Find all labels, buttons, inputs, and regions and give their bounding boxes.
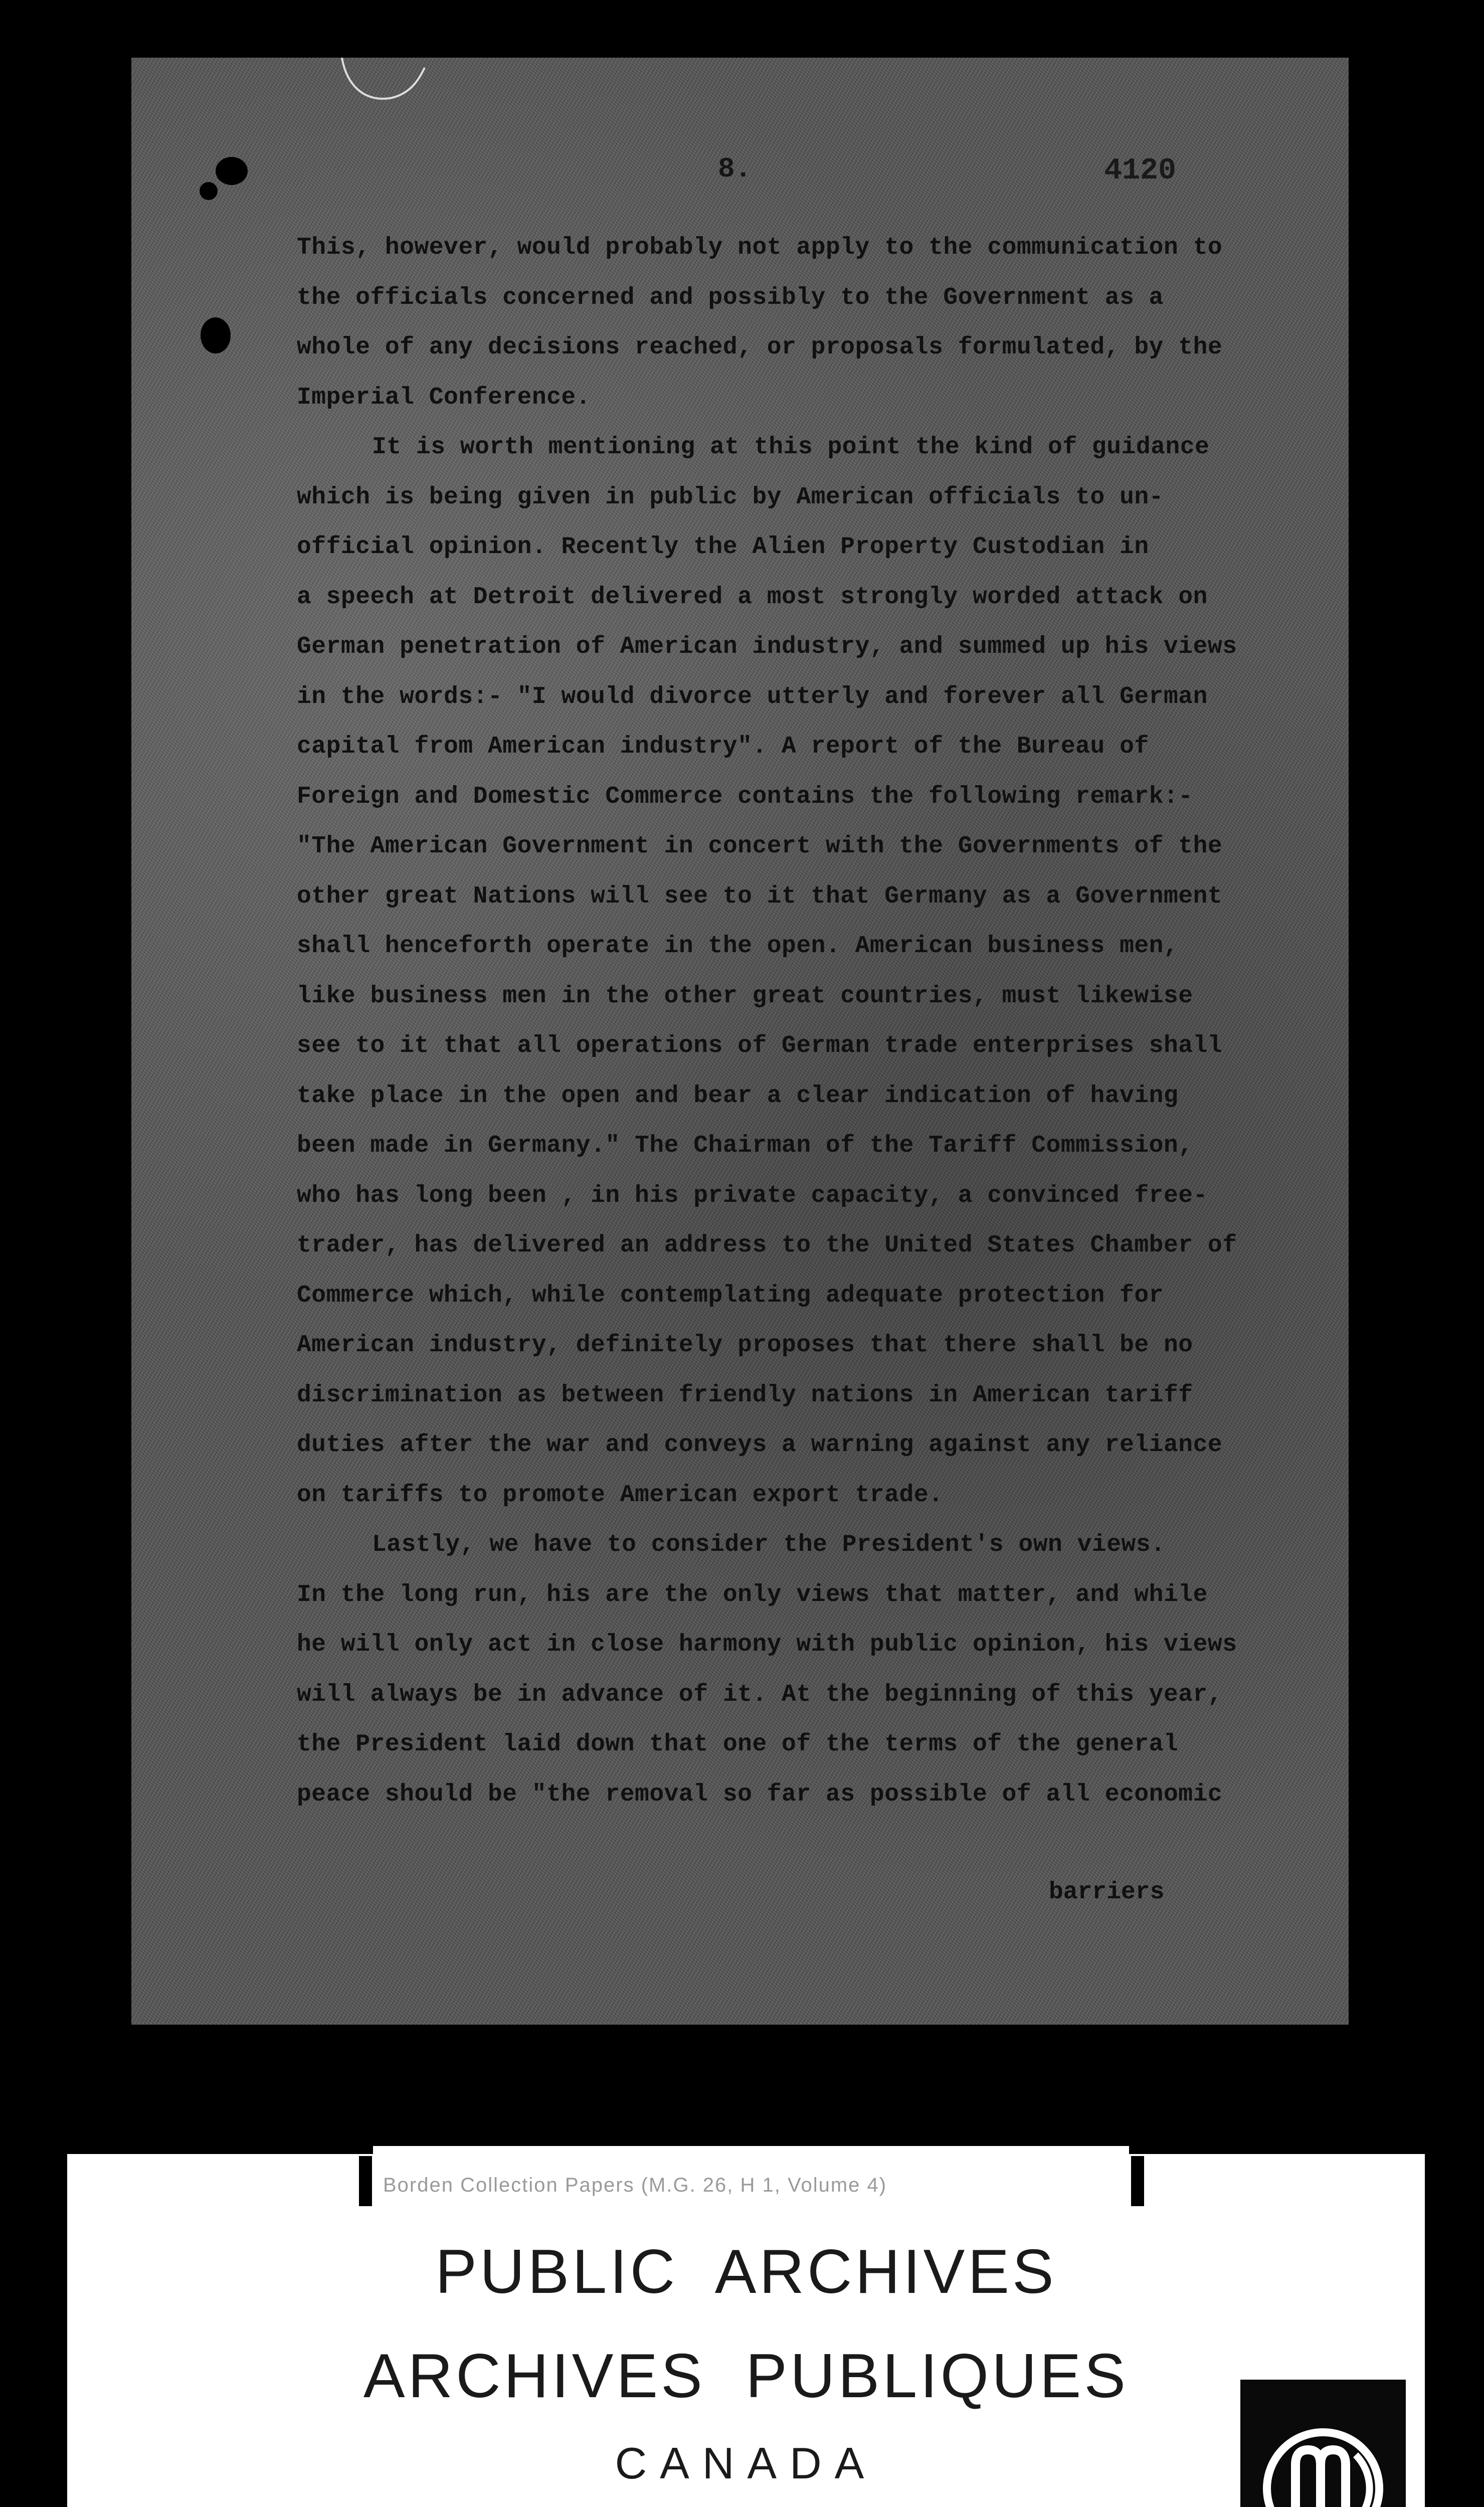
collection-caption: Borden Collection Papers (M.G. 26, H 1, Volume 4) bbox=[383, 2174, 887, 2196]
text-line: he will only act in close harmony with public opinion, his views bbox=[297, 1631, 1237, 1658]
text-line: This, however, would probably not apply to the communication to bbox=[297, 234, 1223, 261]
text-line: duties after the war and conveys a warning against any reliance bbox=[297, 1431, 1223, 1459]
text-line: on tariffs to promote American export trade. bbox=[297, 1481, 944, 1509]
text-line: see to it that all operations of German trade enterprises shall bbox=[297, 1032, 1223, 1059]
text-line: It is worth mentioning at this point the kind of guidance bbox=[372, 434, 1210, 461]
text-line: In the long run, his are the only views that matter, and while bbox=[297, 1581, 1208, 1608]
text-line: peace should be "the removal so far as possible of all economic bbox=[297, 1780, 1223, 1808]
text-line: Imperial Conference. bbox=[297, 384, 591, 411]
string-mark bbox=[337, 58, 427, 113]
text-line: a speech at Detroit delivered a most strongly worded attack on bbox=[297, 583, 1208, 611]
folio-number: 4120 bbox=[1104, 154, 1177, 188]
text-line: Foreign and Domestic Commerce contains the following remark:- bbox=[297, 783, 1193, 810]
text-line: other great Nations will see to it that Germany as a Government bbox=[297, 882, 1223, 910]
text-line: discrimination as between friendly nations in American tariff bbox=[297, 1381, 1193, 1409]
text-line: shall henceforth operate in the open. American business men, bbox=[297, 933, 1179, 960]
text-line: German penetration of American industry, and summed up his views bbox=[297, 633, 1237, 660]
tab-notch-right bbox=[1131, 2156, 1144, 2206]
text-line: the President laid down that one of the terms of the general bbox=[297, 1731, 1179, 1758]
text-line: will always be in advance of it. At the beginning of this year, bbox=[297, 1681, 1223, 1708]
punch-hole-mid bbox=[200, 182, 218, 200]
text-line: like business men in the other great countries, must likewise bbox=[297, 982, 1193, 1010]
public-archives-logo-icon bbox=[1240, 2380, 1406, 2507]
typed-page bbox=[131, 58, 1349, 2025]
tab-notch-left bbox=[359, 2156, 372, 2206]
archive-country: CANADA bbox=[615, 2438, 877, 2488]
text-line: the officials concerned and possibly to the Government as a bbox=[297, 284, 1164, 311]
text-line: capital from American industry". A report of the Bureau of bbox=[297, 733, 1149, 760]
text-line: trader, has delivered an address to the United States Chamber of bbox=[297, 1232, 1237, 1259]
text-line: Commerce which, while contemplating adequate protection for bbox=[297, 1282, 1164, 1309]
punch-hole-bottom bbox=[201, 317, 231, 353]
archive-name-french: ARCHIVES PUBLIQUES bbox=[363, 2342, 1129, 2411]
text-line: in the words:- "I would divorce utterly and forever all German bbox=[297, 683, 1208, 710]
catchword: barriers bbox=[1049, 1879, 1165, 1906]
text-line: take place in the open and bear a clear indication of having bbox=[297, 1082, 1179, 1110]
page-number: 8. bbox=[718, 153, 752, 185]
text-line: been made in Germany." The Chairman of the Tariff Commission, bbox=[297, 1132, 1193, 1159]
body-text bbox=[297, 223, 1300, 1820]
text-line: whole of any decisions reached, or proposals formulated, by the bbox=[297, 334, 1223, 361]
text-line: Lastly, we have to consider the President's own views. bbox=[372, 1531, 1166, 1558]
text-line: official opinion. Recently the Alien Property Custodian in bbox=[297, 533, 1149, 561]
text-line: "The American Government in concert with the Governments of the bbox=[297, 833, 1223, 860]
punch-hole-top bbox=[216, 157, 248, 185]
archive-name-english: PUBLIC ARCHIVES bbox=[435, 2237, 1057, 2306]
text-line: who has long been , in his private capacity, a convinced free- bbox=[297, 1182, 1208, 1209]
text-line: American industry, definitely proposes that there shall be no bbox=[297, 1332, 1193, 1359]
text-line: which is being given in public by American officials to un- bbox=[297, 483, 1164, 511]
